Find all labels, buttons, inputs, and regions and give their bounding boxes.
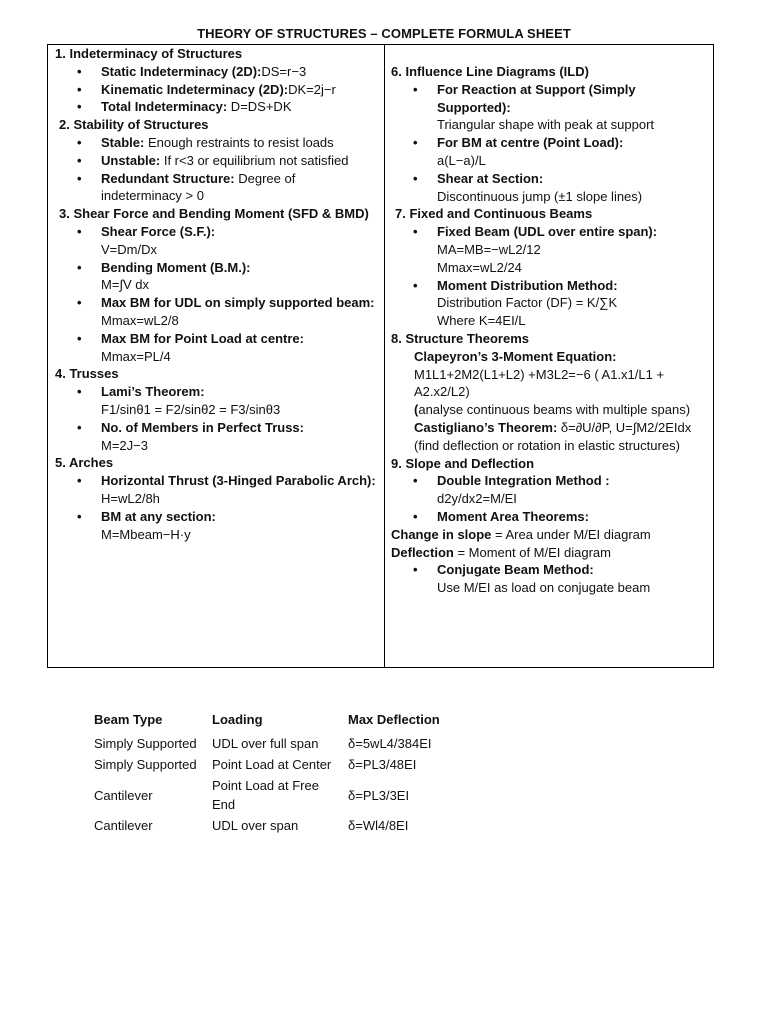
item-text: Use M/EI as load on conjugate beam <box>437 580 651 596</box>
table-cell: Simply Supported <box>94 736 197 751</box>
table-row <box>90 754 482 775</box>
table-cell: δ=PL3/3EI <box>348 787 410 803</box>
list-item <box>391 472 709 508</box>
bullet-list <box>55 223 377 365</box>
castigliano-line <box>414 419 709 437</box>
list-item <box>391 134 709 170</box>
change-in-slope-line <box>391 526 709 544</box>
item-text: M=∫V dx <box>101 277 149 293</box>
item-label: Unstable: <box>101 152 161 168</box>
item-label: • Shear at Section: <box>437 170 544 186</box>
item-text: Mmax=wL2/8 <box>101 312 179 328</box>
list-item <box>55 81 377 99</box>
section-heading: 4. Trusses <box>55 366 119 382</box>
list-item <box>55 294 377 330</box>
table-cell: UDL over span <box>212 818 299 833</box>
list-item <box>55 472 377 508</box>
page-title: THEORY OF STRUCTURES – COMPLETE FORMULA SHEET <box>197 26 571 41</box>
table-cell: Cantilever <box>94 787 153 803</box>
item-text: Mmax=wL2/24 <box>437 259 522 275</box>
column-header: Max Deflection <box>348 712 440 727</box>
bullet-list <box>391 81 709 206</box>
list-item <box>55 508 377 544</box>
bullet-list <box>391 472 709 525</box>
term-label: Change in slope <box>391 526 492 542</box>
list-item <box>55 383 377 419</box>
theorem-label: Clapeyron’s 3-Moment Equation: <box>414 348 617 364</box>
item-text: M=2J−3 <box>101 437 148 453</box>
theorem-equation: δ=∂U/∂P, U=∫M2/2EIdx <box>557 419 692 435</box>
list-item <box>55 170 377 206</box>
item-text: Where K=4EI/L <box>437 313 526 329</box>
bullet-list <box>55 383 377 454</box>
item-label: • Max BM for Point Load at centre: <box>101 330 304 346</box>
theorem-note: (find deflection or rotation in elastic structures) <box>414 437 680 453</box>
term-text: = Moment of M/EI diagram <box>453 544 611 560</box>
list-item <box>55 419 377 455</box>
section-heading: 5. Arches <box>55 455 114 471</box>
item-label: • Fixed Beam (UDL over entire span): <box>437 224 658 240</box>
item-label: • BM at any section: <box>101 508 216 524</box>
table-row <box>90 733 482 754</box>
table-cell: UDL over full span <box>212 736 319 751</box>
item-text: V=Dm/Dx <box>101 241 157 257</box>
item-label: • Shear Force (S.F.): <box>101 223 216 239</box>
theorem-equation: M1L1+2M2(L1+L2) +M3L2=−6 ( A1.x1/L1 + A2.x2/L2) <box>414 366 665 400</box>
deflection-line <box>391 544 709 562</box>
table-cell: Point Load at Center <box>212 757 332 772</box>
item-text: MA=MB=−wL2/12 <box>437 241 541 257</box>
item-text: a(L−a)/L <box>437 152 486 168</box>
item-text: Distribution Factor (DF) = K/∑K <box>437 295 618 311</box>
clapeyron-block <box>391 348 709 455</box>
right-column <box>391 63 709 597</box>
item-label: Static Indeterminacy (2D): <box>101 63 262 79</box>
list-item <box>391 223 709 276</box>
theorem-note-text: analyse continuous beams with multiple spans) <box>418 402 691 418</box>
list-item <box>55 259 377 295</box>
list-item <box>391 277 709 330</box>
item-label: • Max BM for UDL on simply supported beam: <box>101 295 375 311</box>
section-heading: 8. Structure Theorems <box>391 330 529 346</box>
bullet-list <box>391 223 709 330</box>
section-heading: 3. Shear Force and Bending Moment (SFD & BMD) <box>59 206 369 222</box>
bullet-list <box>55 472 377 543</box>
item-label: • For Reaction at Support (Simply Supported): <box>437 81 636 115</box>
list-item <box>391 508 709 526</box>
section-heading: 2. Stability of Structures <box>59 117 209 133</box>
item-text: d2y/dx2=M/EI <box>437 491 517 507</box>
table-cell: Cantilever <box>94 818 153 833</box>
list-item <box>55 98 377 116</box>
table-cell: Simply Supported <box>94 757 197 772</box>
section-heading: 9. Slope and Deflection <box>391 455 535 471</box>
item-label: • Horizontal Thrust (3-Hinged Parabolic Arch): <box>101 473 376 489</box>
table-row <box>90 815 482 836</box>
section-heading: 7. Fixed and Continuous Beams <box>395 206 593 222</box>
column-divider <box>384 45 385 667</box>
table-cell: δ=5wL4/384EI <box>348 736 432 751</box>
list-item <box>391 81 709 134</box>
item-label: • Moment Distribution Method: <box>437 277 618 293</box>
item-label: • Moment Area Theorems: <box>437 508 589 524</box>
formula-table <box>47 44 714 668</box>
list-item <box>55 223 377 259</box>
column-header: Beam Type <box>94 712 163 727</box>
list-item <box>391 561 709 597</box>
table-header-row <box>90 708 482 733</box>
list-item <box>391 170 709 206</box>
item-text: DK=2j−r <box>288 81 336 97</box>
item-label: Kinematic Indeterminacy (2D): <box>101 81 289 97</box>
left-column <box>55 45 377 543</box>
item-label: Stable: <box>101 134 145 150</box>
table-row <box>90 775 482 815</box>
list-item <box>55 134 377 152</box>
item-label: Redundant Structure: <box>101 170 235 186</box>
theorem-label: Castigliano’s Theorem: <box>414 419 558 435</box>
bullet-list <box>55 63 377 116</box>
paren: ( <box>414 402 419 418</box>
list-item <box>55 63 377 81</box>
theorem-note <box>414 401 709 419</box>
list-item <box>55 152 377 170</box>
item-text: DS=r−3 <box>261 63 307 79</box>
table-cell: Point Load at Free End <box>212 778 319 812</box>
bullet-list <box>55 134 377 205</box>
bullet-list <box>391 561 709 597</box>
section-heading: 6. Influence Line Diagrams (ILD) <box>391 64 589 79</box>
item-text: F1/sinθ1 = F2/sinθ2 = F3/sinθ3 <box>101 401 281 417</box>
term-label: Deflection <box>391 544 454 560</box>
item-label: • Double Integration Method : <box>437 473 610 489</box>
item-text: Discontinuous jump (±1 slope lines) <box>437 188 643 204</box>
item-label: • Bending Moment (B.M.): <box>101 259 251 275</box>
item-label: • No. of Members in Perfect Truss: <box>101 419 304 435</box>
list-item <box>55 330 377 366</box>
term-text: = Area under M/EI diagram <box>491 526 651 542</box>
item-text: M=Mbeam−H·y <box>101 526 191 542</box>
item-label: • Conjugate Beam Method: <box>437 562 594 578</box>
item-label: • Lami’s Theorem: <box>101 384 205 400</box>
item-text: Triangular shape with peak at support <box>437 117 655 133</box>
table-cell: δ=PL3/48EI <box>348 757 417 772</box>
item-text: H=wL2/8h <box>101 490 160 506</box>
item-text: Mmax=PL/4 <box>101 348 171 364</box>
beam-deflection-table <box>90 708 482 836</box>
item-label: • For BM at centre (Point Load): <box>437 135 624 151</box>
item-text: Enough restraints to resist loads <box>144 134 334 150</box>
table-cell: δ=Wl4/8EI <box>348 818 409 833</box>
column-header: Loading <box>212 712 263 727</box>
item-text: Degree of indeterminacy > 0 <box>101 170 296 204</box>
item-text: If r<3 or equilibrium not satisfied <box>160 152 349 168</box>
item-label: Total Indeterminacy: <box>101 99 228 115</box>
section-heading: 1. Indeterminacy of Structures <box>55 46 243 61</box>
item-text: D=DS+DK <box>227 99 292 115</box>
